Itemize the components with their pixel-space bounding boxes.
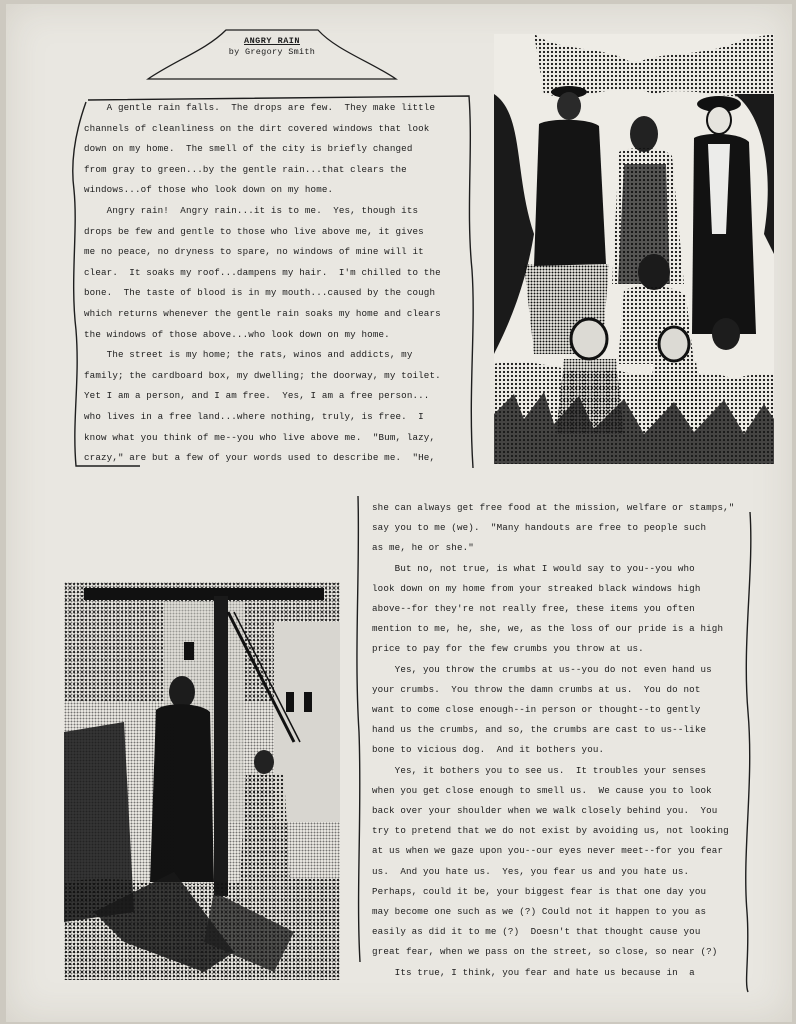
right-column-text [372,498,734,983]
text-line: back over your shoulder when we walk closely behind you. You [372,805,718,817]
text-line: who lives in a free land...where nothing, truly, is free. I [84,410,424,422]
text-line: know what you think of me--you who live above me. "Bum, lazy, [84,431,436,443]
text-line: family; the cardboard box, my dwelling; the doorway, my toilet. [84,369,441,381]
text-line: price to pay for the few crumbs you throw at us. [372,643,644,655]
text-line: the windows of those above...who look down on my home. [84,328,390,340]
text-line: drops be few and gentle to those who live above me, it gives [84,225,424,237]
text-line: channels of cleanliness on the dirt covered windows that look [84,122,430,134]
text-line: at us when we gaze upon you--our eyes never meet--for you fear [372,845,724,857]
article-byline: by Gregory Smith [228,47,316,57]
article-title: ANGRY RAIN [243,36,300,46]
text-line: say you to me (we). "Many handouts are free to people such [372,522,707,534]
family-photo [494,34,774,464]
text-line: us. And you hate us. Yes, you fear us and you hate us. [372,865,690,877]
text-line: mention to me, he, she, we, as the loss of our pride is a high [372,623,724,635]
text-line: above--for they're not really free, these items you often [372,603,695,615]
text-line: Yes, it bothers you to see us. It troubles your senses [372,764,707,776]
text-line: easily as did it to me (?) Doesn't that thought cause you [372,926,701,938]
text-line: Perhaps, could it be, your biggest fear is that one day you [372,885,707,897]
left-text-frame [64,90,480,474]
text-line: me no peace, no dryness to spare, no windows of mine will it [84,246,424,258]
text-line: your crumbs. You throw the damn crumbs at us. You do not [372,683,701,695]
text-line: A gentle rain falls. The drops are few. They make little [84,102,436,113]
family-photo-image [494,34,774,464]
text-line: she can always get free food at the mission, welfare or stamps," [372,502,735,513]
text-line: may become one such as we (?) Could not it happen to you as [372,906,707,918]
text-line: as me, he or she." [372,542,474,554]
gallows-engraving-image [64,582,340,980]
text-line: which returns whenever the gentle rain soaks my home and clears [84,307,441,319]
right-text-frame [350,492,760,1000]
magazine-page [6,4,792,1022]
text-line: try to pretend that we do not exist by avoiding us, not looking [372,825,729,837]
text-line: look down on my home from your streaked black windows high [372,582,701,594]
text-line: down on my home. The smell of the city is briefly changed [84,143,413,155]
text-line: hand us the crumbs, and so, the crumbs are cast to us--like [372,724,707,736]
text-line: from gray to green...by the gentle rain...that clears the [84,163,407,175]
text-line: when you get close enough to smell us. We cause you to look [372,784,712,796]
text-line: crazy," are but a few of your words used to describe me. "He, [84,452,436,464]
left-column-text [84,98,441,469]
text-line: great fear, when we pass on the street, so close, so near (?) [372,946,718,958]
text-line: Yet I am a person, and I am free. Yes, I am a free person... [84,390,430,402]
text-line: Angry rain! Angry rain...it is to me. Yes, though its [84,204,419,216]
text-line: Yes, you throw the crumbs at us--you do not even hand us [372,663,712,675]
text-line: want to come close enough--in person or thought--to gently [372,704,701,716]
text-line: Its true, I think, you fear and hate us because in a [372,966,695,978]
text-line: windows...of those who look down on my home. [84,184,334,196]
title-block [146,26,398,84]
text-line: clear. It soaks my roof...dampens my hair. I'm chilled to the [84,266,441,278]
gallows-engraving [64,582,340,980]
text-line: The street is my home; the rats, winos and addicts, my [84,349,413,361]
text-line: But no, not true, is what I would say to you--you who [372,562,695,574]
text-line: bone. The taste of blood is in my mouth...caused by the cough [84,287,436,299]
text-line: bone to vicious dog. And it bothers you. [372,744,605,756]
